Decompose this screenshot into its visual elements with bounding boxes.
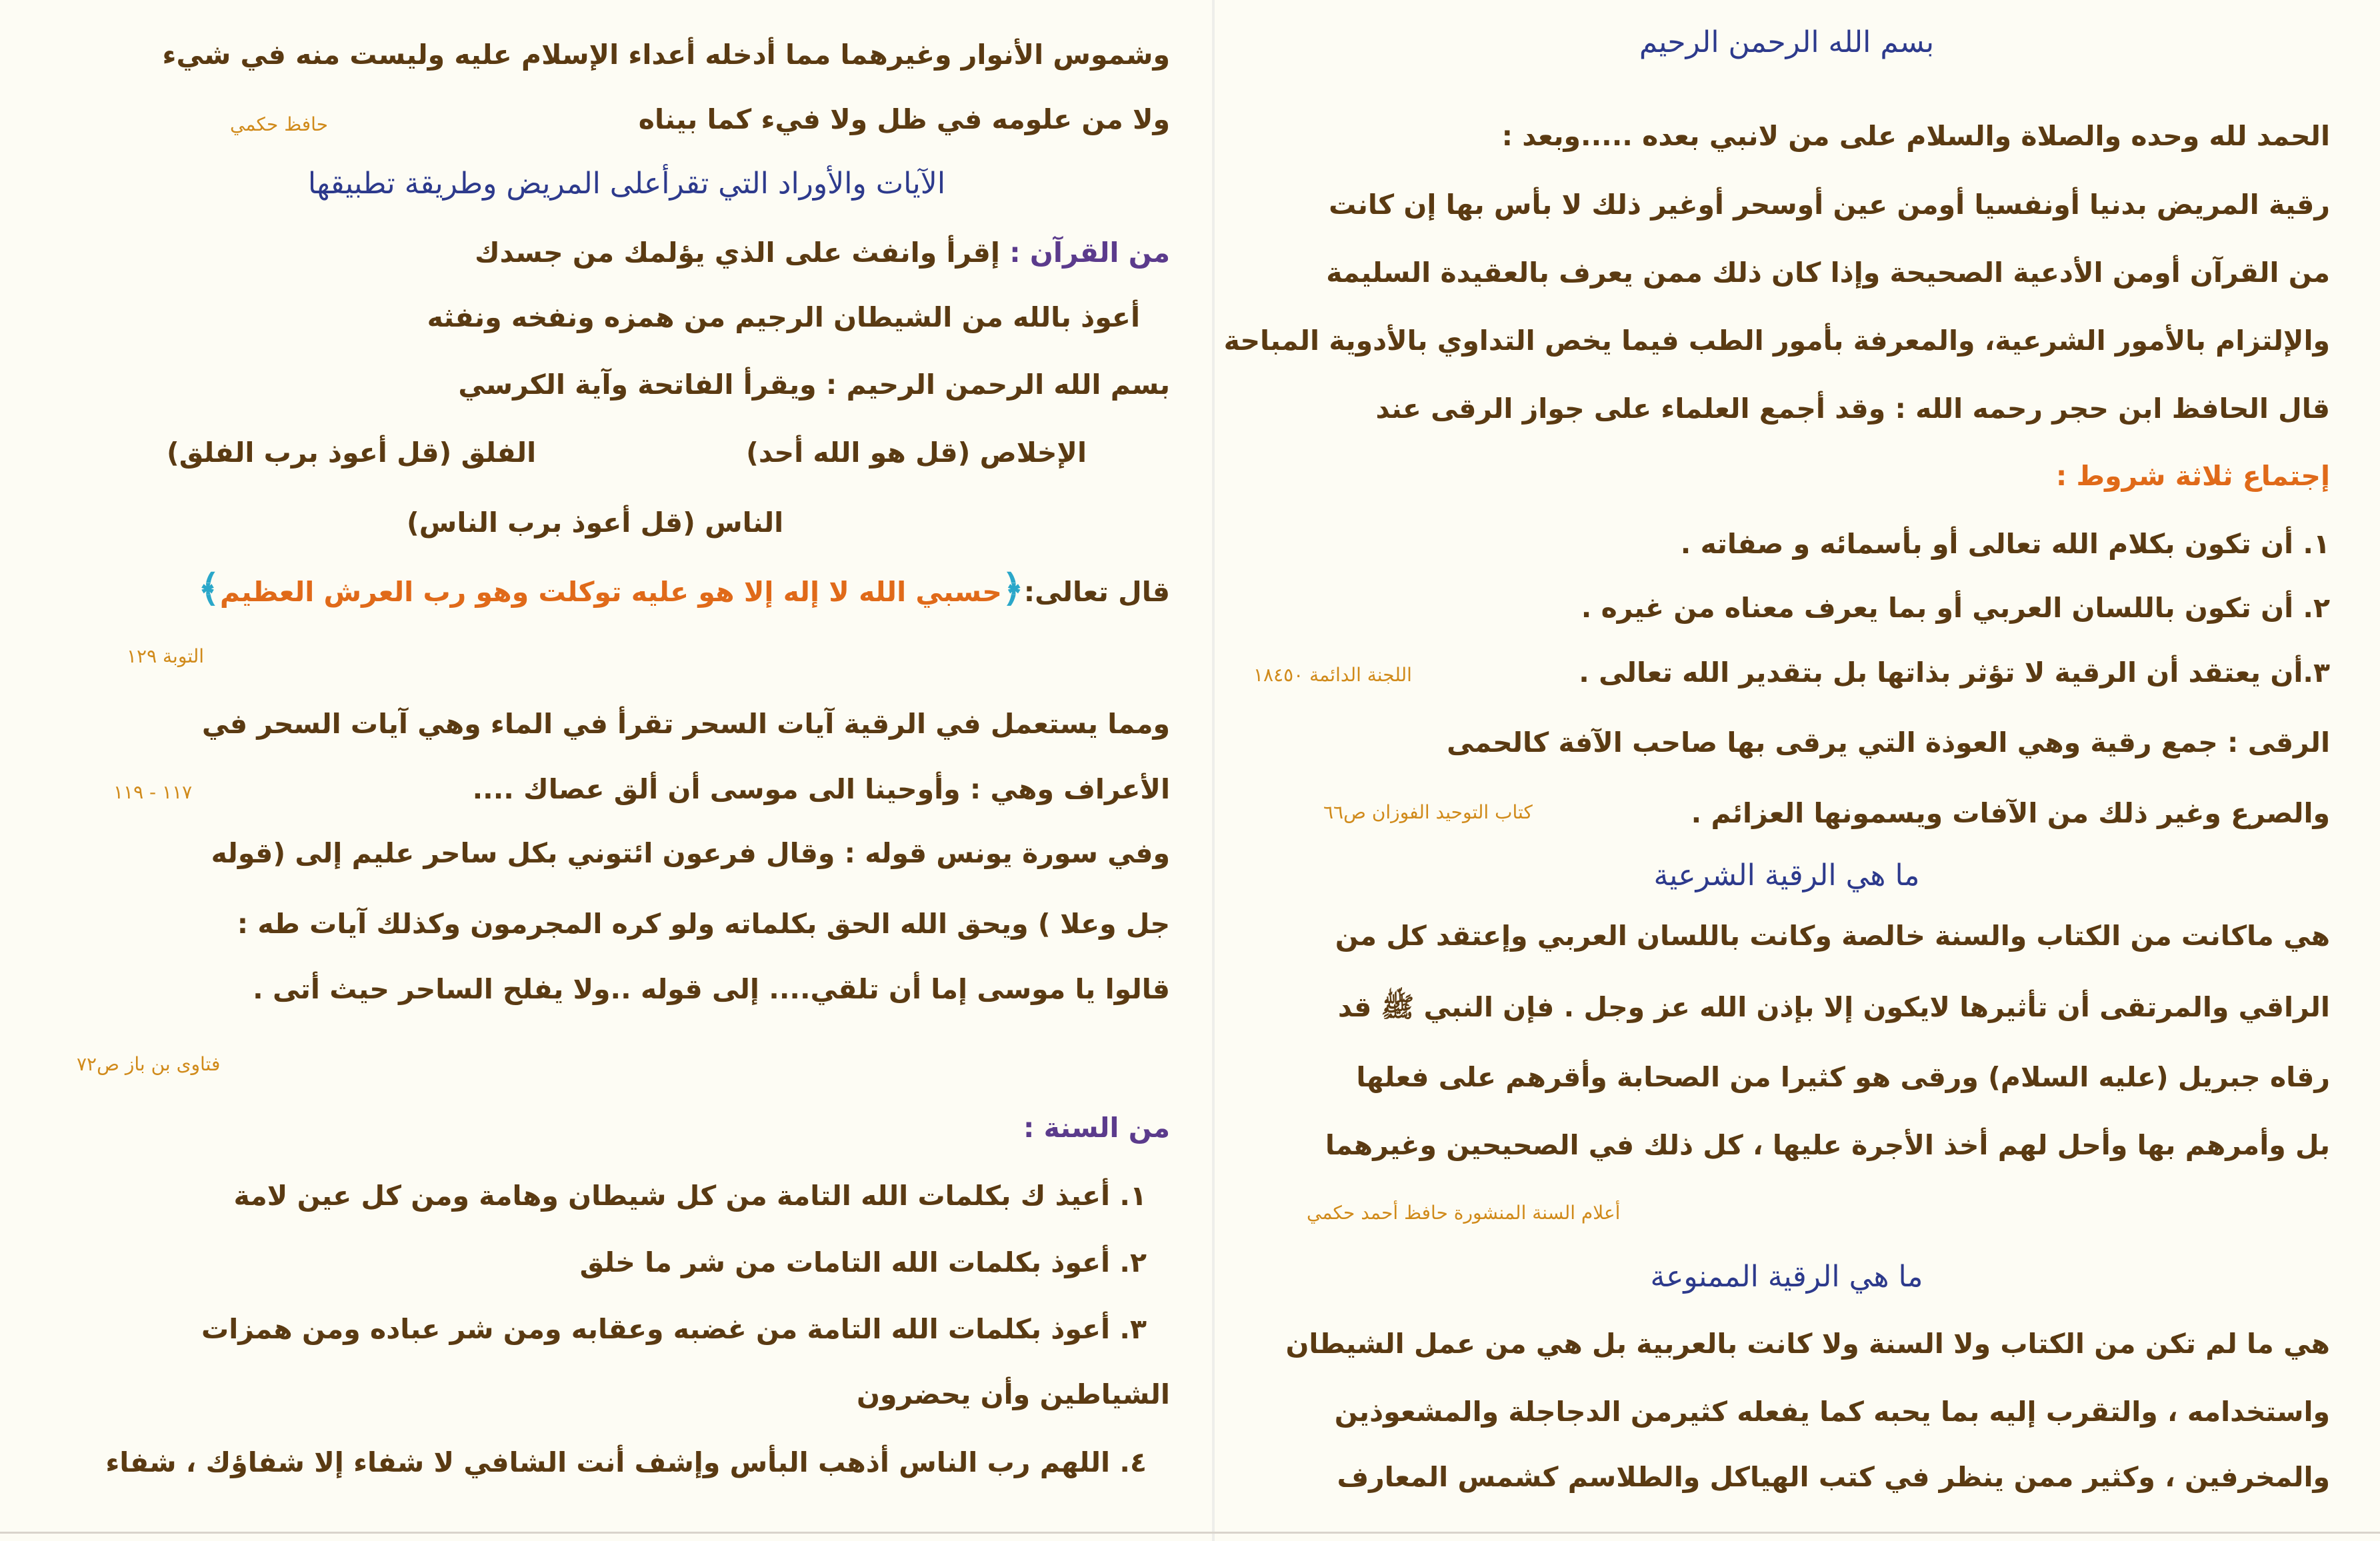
reference-note: التوبة ١٢٩ [127, 645, 205, 667]
reference-note: ١١٧ - ١١٩ [113, 781, 193, 803]
quran-line: أعوذ بالله من الشيطان الرجيم من همزه ونفخه ونفثه [427, 301, 1140, 333]
surah-ikhlas: الإخلاص (قل هو الله أحد) [746, 437, 1087, 469]
forbidden-line: هي ما لم تكن من الكتاب ولا السنة ولا كانت بالعربية بل هي من عمل الشيطان [1285, 1328, 2330, 1360]
legal-line: بل وأمرهم بها وأحل لهم أخذ الأجرة عليها ، كل ذلك في الصحيحين وغيرهما [1325, 1129, 2330, 1161]
legal-line: هي ماكانت من الكتاب والسنة خالصة وكانت باللسان العربي وإعتقد كل من [1335, 920, 2330, 952]
ruqa-line: الرقى : جمع رقية وهي العوذة التي يرقى بها صاحب الآفة كالحمى [1447, 727, 2330, 759]
condition-item: ١. أن تكون بكلام الله تعالى أو بأسمائه و صفاته . [1680, 528, 2330, 560]
forbidden-line: واستخدامه ، والتقرب إليه بما يحبه كما يفعله كثيرمن الدجاجلة والمشعوذين [1334, 1396, 2330, 1428]
reference-note: حافظ حكمي [230, 113, 328, 135]
intro-line: قال الحافظ ابن حجر رحمه الله : وقد أجمع العلماء على جواز الرقى عند [1375, 393, 2330, 425]
quran-text: إقرأ وانفث على الذي يؤلمك من جسدك [475, 237, 1000, 269]
legal-line: الراقي والمرتقى أن تأثيرها لايكون إلا بإذن الله عز وجل . فإن النبي ﷺ قد [1337, 991, 2330, 1023]
reference-note: أعلام السنة المنشورة حافظ أحمد حكمي [1307, 1202, 1621, 1224]
sunnah-label: من السنة : [1023, 1112, 1170, 1144]
verse-bracket-open: ﴿ [1001, 567, 1024, 611]
intro-line: والإلتزام بالأمور الشرعية، والمعرفة بأمور الطب فيما يخص التداوي بالأدوية المباحة [1223, 325, 2330, 357]
reference-note: كتاب التوحيد الفوزان ص٦٦ [1323, 801, 1533, 823]
quran-intro [475, 237, 1170, 269]
intro-line: الحمد لله وحده والصلاة والسلام على من لانبي بعده .....وبعد : [1501, 120, 2330, 152]
sihr-line: وفي سورة يونس قوله : وقال فرعون ائتوني بكل ساحر عليم إلى (قوله [211, 837, 1170, 869]
reference-note: فتاوى بن باز ص٧٢ [77, 1053, 221, 1075]
forbidden-line: والمخرفين ، وكثير ممن ينظر في كتب الهياكل والطلاسم كشمس المعارف [1337, 1461, 2330, 1493]
column-divider [1212, 0, 1215, 1541]
verse-bracket-close: ﴾ [198, 567, 220, 611]
condition-item: ٣.أن يعتقد أن الرقية لا تؤثر بذاتها بل بتقدير الله تعالى . [1579, 657, 2330, 689]
section-heading-forbidden: ما هي الرقية الممنوعة [1650, 1260, 1923, 1294]
ruqa-line: والصرع وغير ذلك من الآفات ويسمونها العزائم . [1691, 797, 2330, 829]
qala-label: قال تعالى: [1023, 576, 1170, 608]
bottom-rule [0, 1532, 2380, 1534]
basmala-heading: بسم الله الرحمن الرحيم [1639, 25, 1935, 59]
sihr-line: قالوا يا موسى إما أن تلقي.... إلى قوله ..ولا يفلح الساحر حيث أتى . [253, 973, 1170, 1005]
sihr-line: الأعراف وهي : وأوحينا الى موسى أن ألق عصاك .... [472, 773, 1170, 805]
reference-note: اللجنة الدائمة ١٨٤٥٠ [1253, 664, 1412, 686]
sihr-line: ومما يستعمل في الرقية آيات السحر تقرأ في الماء وهي آيات السحر في [201, 708, 1170, 740]
sunnah-item: ١. أعيذ ك بكلمات الله التامة من كل شيطان وهامة ومن كل عين لامة [233, 1180, 1147, 1212]
legal-line: رقاه جبريل (عليه السلام) ورقى هو كثيرا من الصحابة وأقرهم على فعلها [1356, 1061, 2330, 1093]
intro-line: من القرآن أومن الأدعية الصحيحة وإذا كان ذلك ممن يعرف بالعقيدة السليمة [1326, 257, 2330, 289]
continuation-line: وشموس الأنوار وغيرهما مما أدخله أعداء الإسلام عليه وليست منه في شيء [162, 39, 1170, 71]
verse-line [198, 567, 1170, 611]
surah-falaq: الفلق (قل أعوذ برب الفلق) [167, 437, 537, 469]
sihr-line: جل وعلا ) ويحق الله الحق بكلماته ولو كره المجرمون وكذلك آيات طه : [237, 908, 1170, 940]
continuation-line: ولا من علومه في ظل ولا فيء كما بيناه [638, 103, 1170, 135]
quran-line: بسم الله الرحمن الرحيم : ويقرأ الفاتحة وآية الكرسي [458, 369, 1170, 401]
verses-heading: الآيات والأوراد التي تقرأعلى المريض وطريقة تطبيقها [307, 167, 946, 201]
sunnah-item: الشياطين وأن يحضرون [857, 1378, 1170, 1410]
sunnah-item: ٣. أعوذ بكلمات الله التامة من غضبه وعقابه ومن شر عباده ومن همزات [201, 1313, 1147, 1345]
quran-label: من القرآن : [1009, 237, 1170, 269]
verse-text: حسبي الله لا إله إلا هو عليه توكلت وهو رب العرش العظيم [219, 576, 1002, 608]
sunnah-item: ٢. أعوذ بكلمات الله التامات من شر ما خلق [579, 1246, 1147, 1278]
conditions-heading: إجتماع ثلاثة شروط : [2055, 460, 2330, 492]
intro-line: رقية المريض بدنيا أونفسيا أومن عين أوسحر أوغير ذلك لا بأس بها إن كانت [1329, 189, 2330, 221]
surah-nas: الناس (قل أعوذ برب الناس) [407, 507, 784, 539]
condition-item: ٢. أن تكون باللسان العربي أو بما يعرف معناه من غيره . [1581, 592, 2330, 624]
section-heading-legal: ما هي الرقية الشرعية [1653, 858, 1920, 892]
sunnah-item: ٤. اللهم رب الناس أذهب البأس وإشف أنت الشافي لا شفاء إلا شفاؤك ، شفاء [105, 1446, 1147, 1478]
